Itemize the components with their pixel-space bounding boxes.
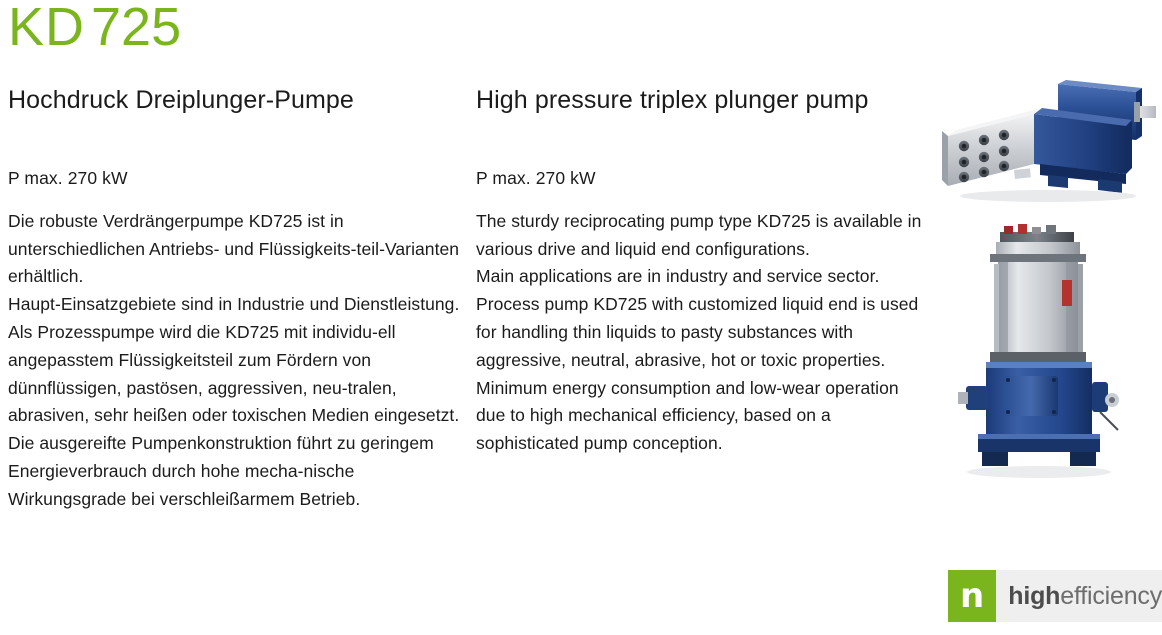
product-code-prefix: KD [8,0,86,57]
german-text-column [8,84,460,514]
efficiency-mark-icon: n [948,570,996,622]
product-image-panel [930,0,1162,635]
efficiency-badge-text [996,582,1162,611]
efficiency-badge-text-bold: high [1008,581,1061,610]
description-paragraph: Die ausgereifte Pumpenkonstruktion führt zu geringem Energieverbrauch durch hohe mecha-nische Wirkungsgrade bei verschleißarmem Betrieb. [8,433,434,509]
horizontal-triplex-plunger-pump-photo [930,78,1162,208]
product-code-number: 725 [91,0,182,57]
german-description [8,208,460,514]
english-text-column [476,84,928,458]
vertical-process-pump-photo [942,224,1147,486]
description-paragraph: Main applications are in industry and service sector. [476,266,880,287]
english-power-rating: P max. 270 kW [476,168,596,188]
description-paragraph: Als Prozesspumpe wird die KD725 mit individu-ell angepasstem Flüssigkeitsteil zum Fördern von dünnflüssigen, pastösen, aggressiven, neu-tralen, abrasiven, sehr heißen oder toxischen Medien eingesetzt. [8,322,460,426]
german-power-rating: P max. 270 kW [8,168,128,188]
efficiency-badge-text-light: efficiency [1060,581,1162,610]
high-efficiency-badge [948,570,1162,622]
description-paragraph: The sturdy reciprocating pump type KD725 is available in various drive and liquid end configurations. [476,210,922,259]
description-paragraph: Minimum energy consumption and low-wear operation due to high mechanical efficiency, based on a sophisticated pump conception. [476,377,899,454]
page-title [8,0,181,58]
description-paragraph: Process pump KD725 with customized liquid end is used for handling thin liquids to pasty substances with aggressive, neutral, abrasive, hot or toxic properties. [476,294,919,370]
english-description [476,208,928,458]
german-heading: Hochdruck Dreiplunger-Pumpe [8,86,354,114]
description-paragraph: Haupt-Einsatzgebiete sind in Industrie und Dienstleistung. [8,294,460,315]
english-heading: High pressure triplex plunger pump [476,86,869,114]
description-paragraph: Die robuste Verdrängerpumpe KD725 ist in unterschiedlichen Antriebs- und Flüssigkeits-teil-Varianten erhältlich. [8,210,460,287]
